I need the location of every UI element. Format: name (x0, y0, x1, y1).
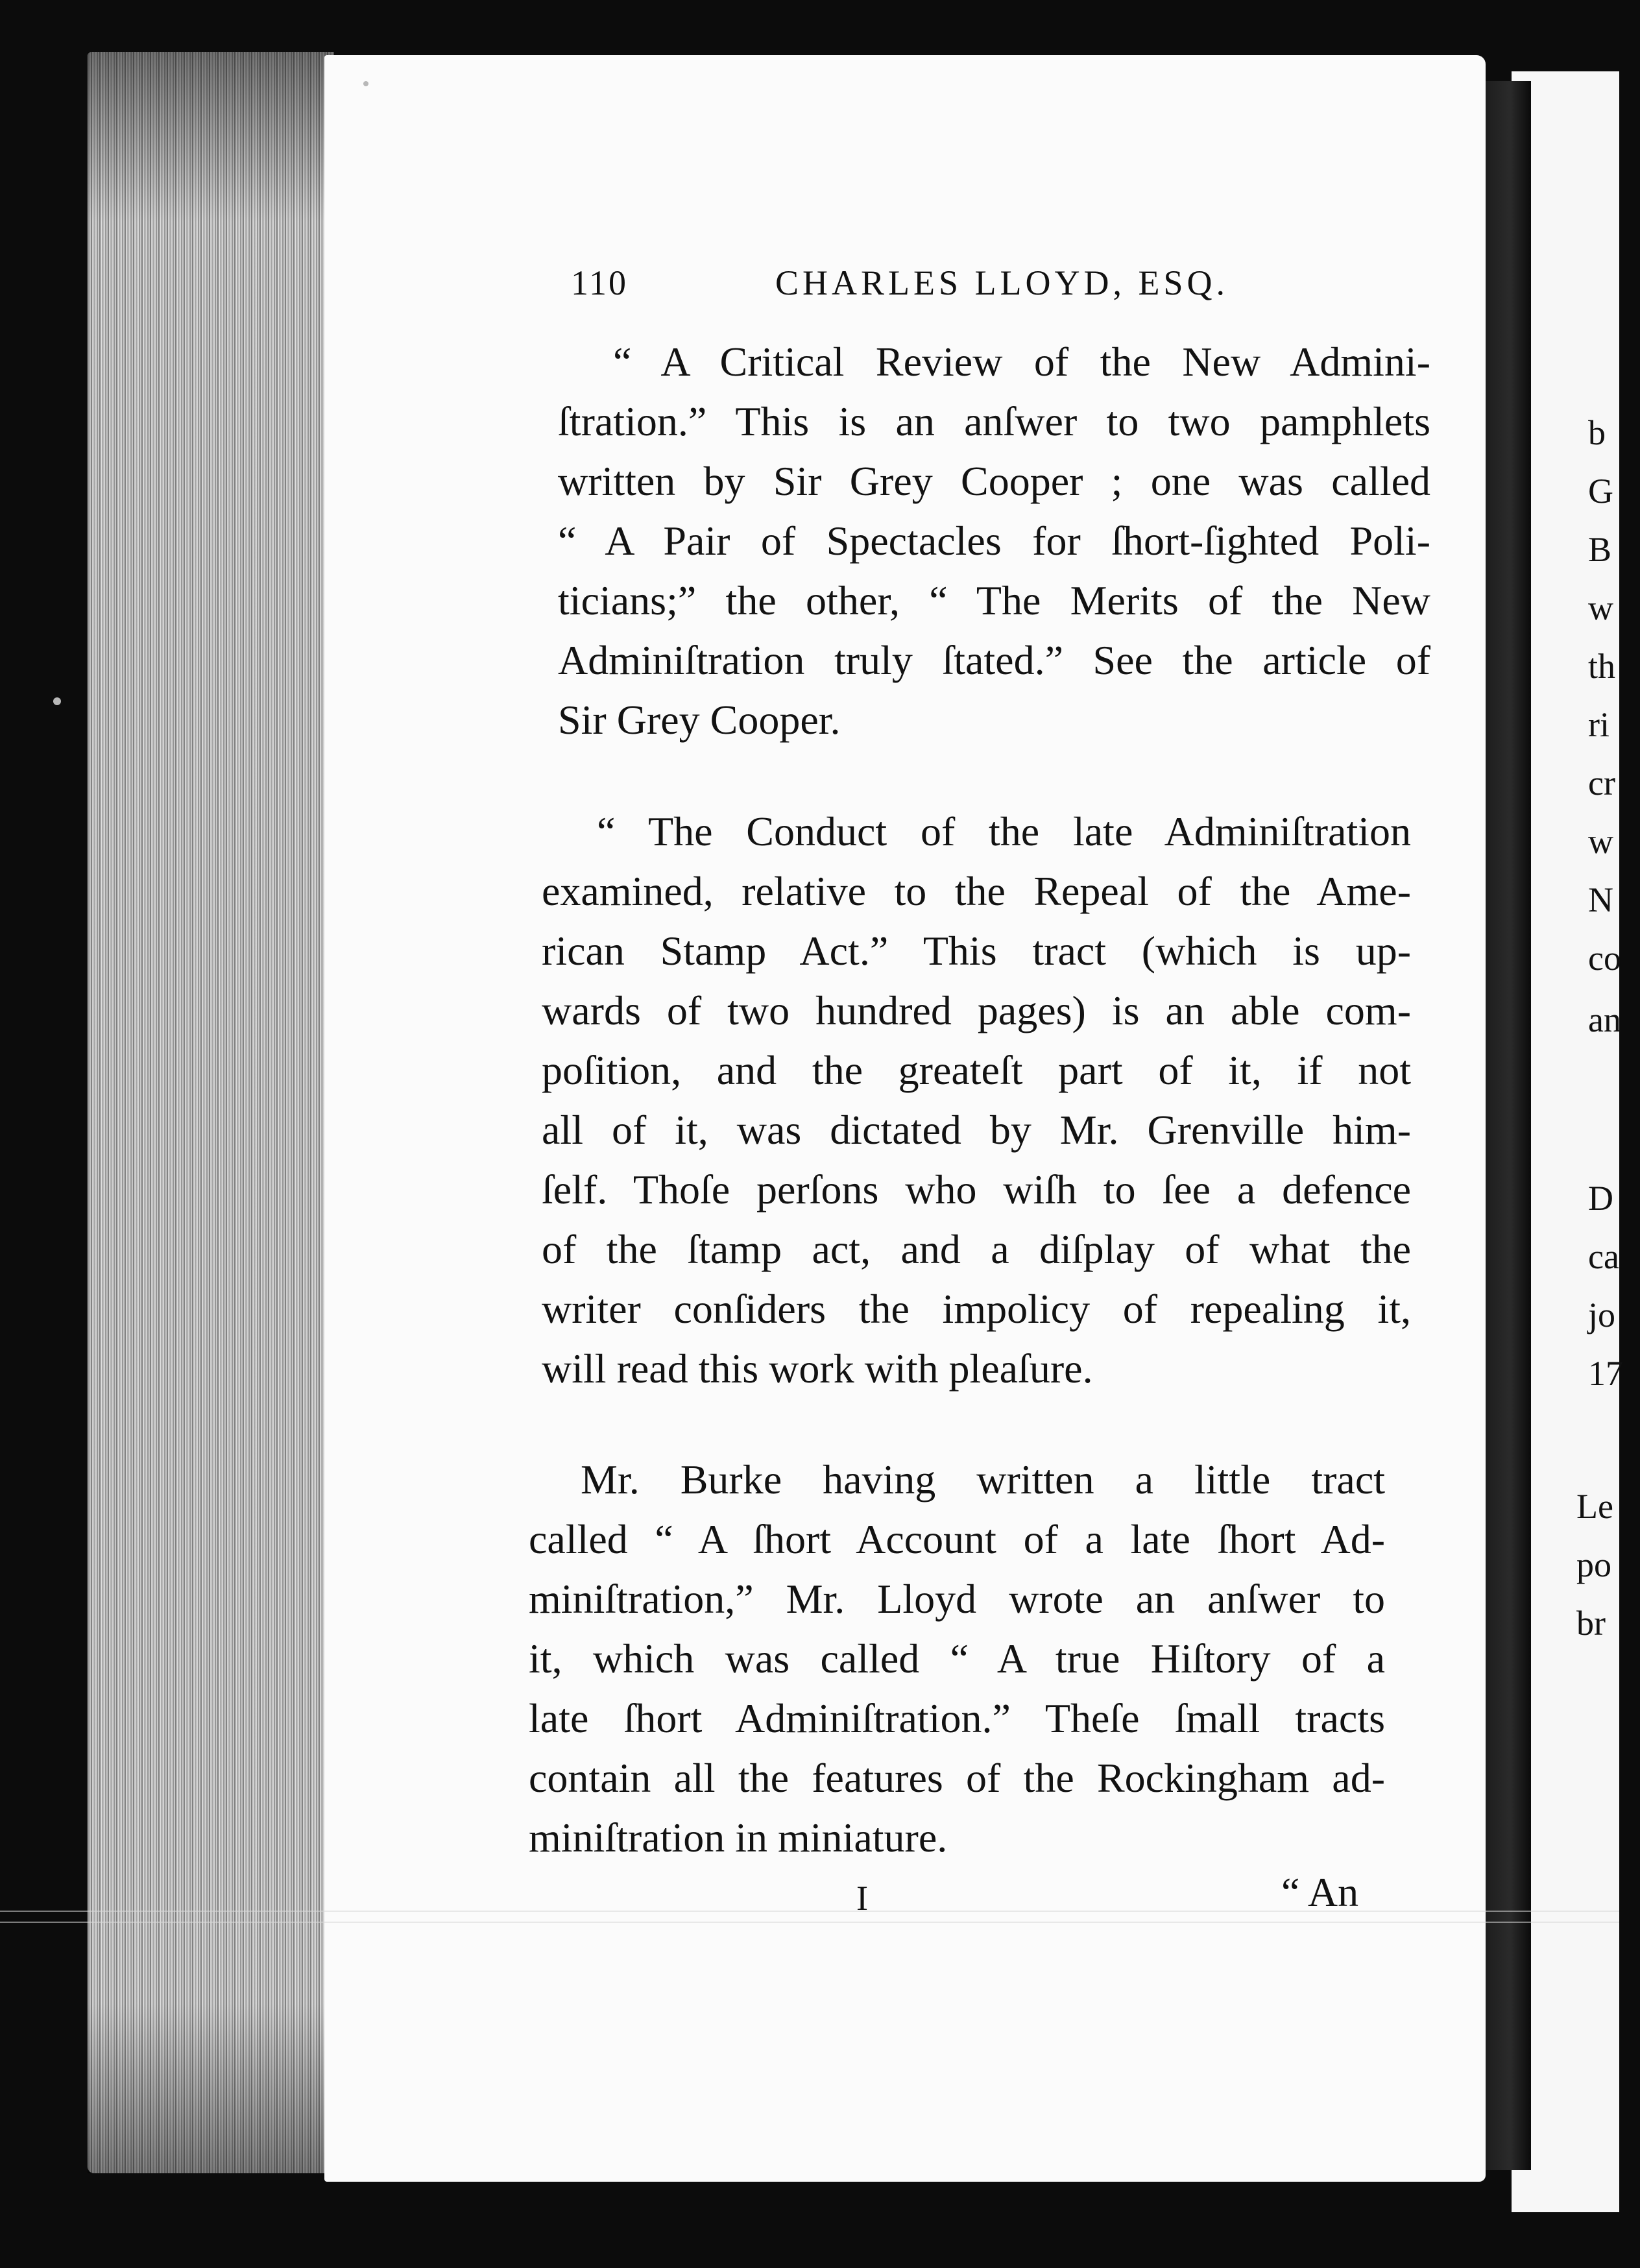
facing-page-fragment: ri (1588, 705, 1610, 744)
facing-page-fragment: th (1588, 647, 1616, 686)
paragraph (542, 802, 1411, 1399)
text-line: ticians;” the other, “ The Merits of the New (558, 577, 1430, 623)
scan-artifact-line (0, 1922, 1619, 1923)
text-line: poſition, and the greateſt part of it, if not (542, 1047, 1411, 1093)
text-line: Mr. Burke having written a little tract (581, 1456, 1385, 1502)
paragraph (529, 1450, 1385, 1868)
text-line: contain all the features of the Rockingham ad- (529, 1755, 1385, 1801)
running-title: CHARLES LLOYD, ESQ. (775, 263, 1229, 302)
facing-page-fragment: w (1588, 822, 1613, 861)
text-line: late ſhort Adminiſtration.” Theſe ſmall tracts (529, 1695, 1385, 1741)
text-line: wards of two hundred pages) is an able com- (542, 987, 1411, 1033)
facing-page-fragment: 17 (1588, 1354, 1623, 1393)
text-line: written by Sir Grey Cooper ; one was called (558, 458, 1430, 504)
text-line: writer conſiders the impolicy of repealing it, (542, 1286, 1411, 1332)
facing-page-fragment: cr (1588, 764, 1615, 802)
facing-page-fragment: N (1588, 880, 1613, 919)
facing-page-fragment: D (1588, 1179, 1613, 1218)
facing-page-fragment: an (1588, 1000, 1621, 1039)
page-gutter (1479, 81, 1531, 2170)
speck-mark (53, 697, 61, 705)
speck-mark (363, 81, 368, 86)
catchword: “ An (1281, 1869, 1359, 1915)
fore-edge-shadow (88, 52, 334, 2173)
signature-mark: I (856, 1879, 868, 1918)
facing-page-fragment: po (1576, 1545, 1611, 1584)
text-line: all of it, was dictated by Mr. Grenville him- (542, 1107, 1411, 1153)
text-line: “ The Conduct of the late Adminiſtration (597, 808, 1411, 854)
text-line: ſtration.” This is an anſwer to two pamphlets (558, 398, 1430, 444)
text-line: it, which was called “ A true Hiſtory of a (529, 1635, 1385, 1682)
facing-page-fragment: jo (1588, 1296, 1616, 1334)
facing-page-fragment: B (1588, 530, 1612, 569)
text-line: “ A Pair of Spectacles for ſhort-ſighted Poli- (558, 518, 1430, 564)
text-line: Adminiſtration truly ſtated.” See the article of (558, 637, 1430, 683)
text-line: miniſtration in miniature. (529, 1815, 948, 1861)
text-line: of the ſtamp act, and a diſplay of what the (542, 1226, 1411, 1272)
facing-page-fragment: Le (1576, 1487, 1613, 1526)
facing-page-fragment: ca (1588, 1237, 1619, 1276)
page-number: 110 (571, 263, 628, 302)
running-head (571, 263, 1246, 315)
paragraph (558, 332, 1430, 750)
text-line: ſelf. Thoſe perſons who wiſh to ſee a defence (542, 1166, 1411, 1212)
facing-page-fragment: w (1588, 588, 1613, 627)
text-line: called “ A ſhort Account of a late ſhort Ad- (529, 1516, 1385, 1562)
facing-page-fragment: G (1588, 472, 1613, 511)
facing-page-fragment: co (1588, 939, 1621, 978)
text-line: “ A Critical Review of the New Admini- (613, 339, 1430, 385)
facing-page-fragment: br (1576, 1604, 1606, 1643)
text-line: will read this work with pleaſure. (542, 1345, 1093, 1392)
facing-page-fragment: b (1588, 413, 1606, 452)
text-line: Sir Grey Cooper. (558, 697, 841, 743)
scan-artifact-line (0, 1911, 1619, 1912)
text-line: examined, relative to the Repeal of the Ame- (542, 868, 1411, 914)
text-line: rican Stamp Act.” This tract (which is up- (542, 928, 1411, 974)
text-line: miniſtration,” Mr. Lloyd wrote an anſwer to (529, 1576, 1385, 1622)
